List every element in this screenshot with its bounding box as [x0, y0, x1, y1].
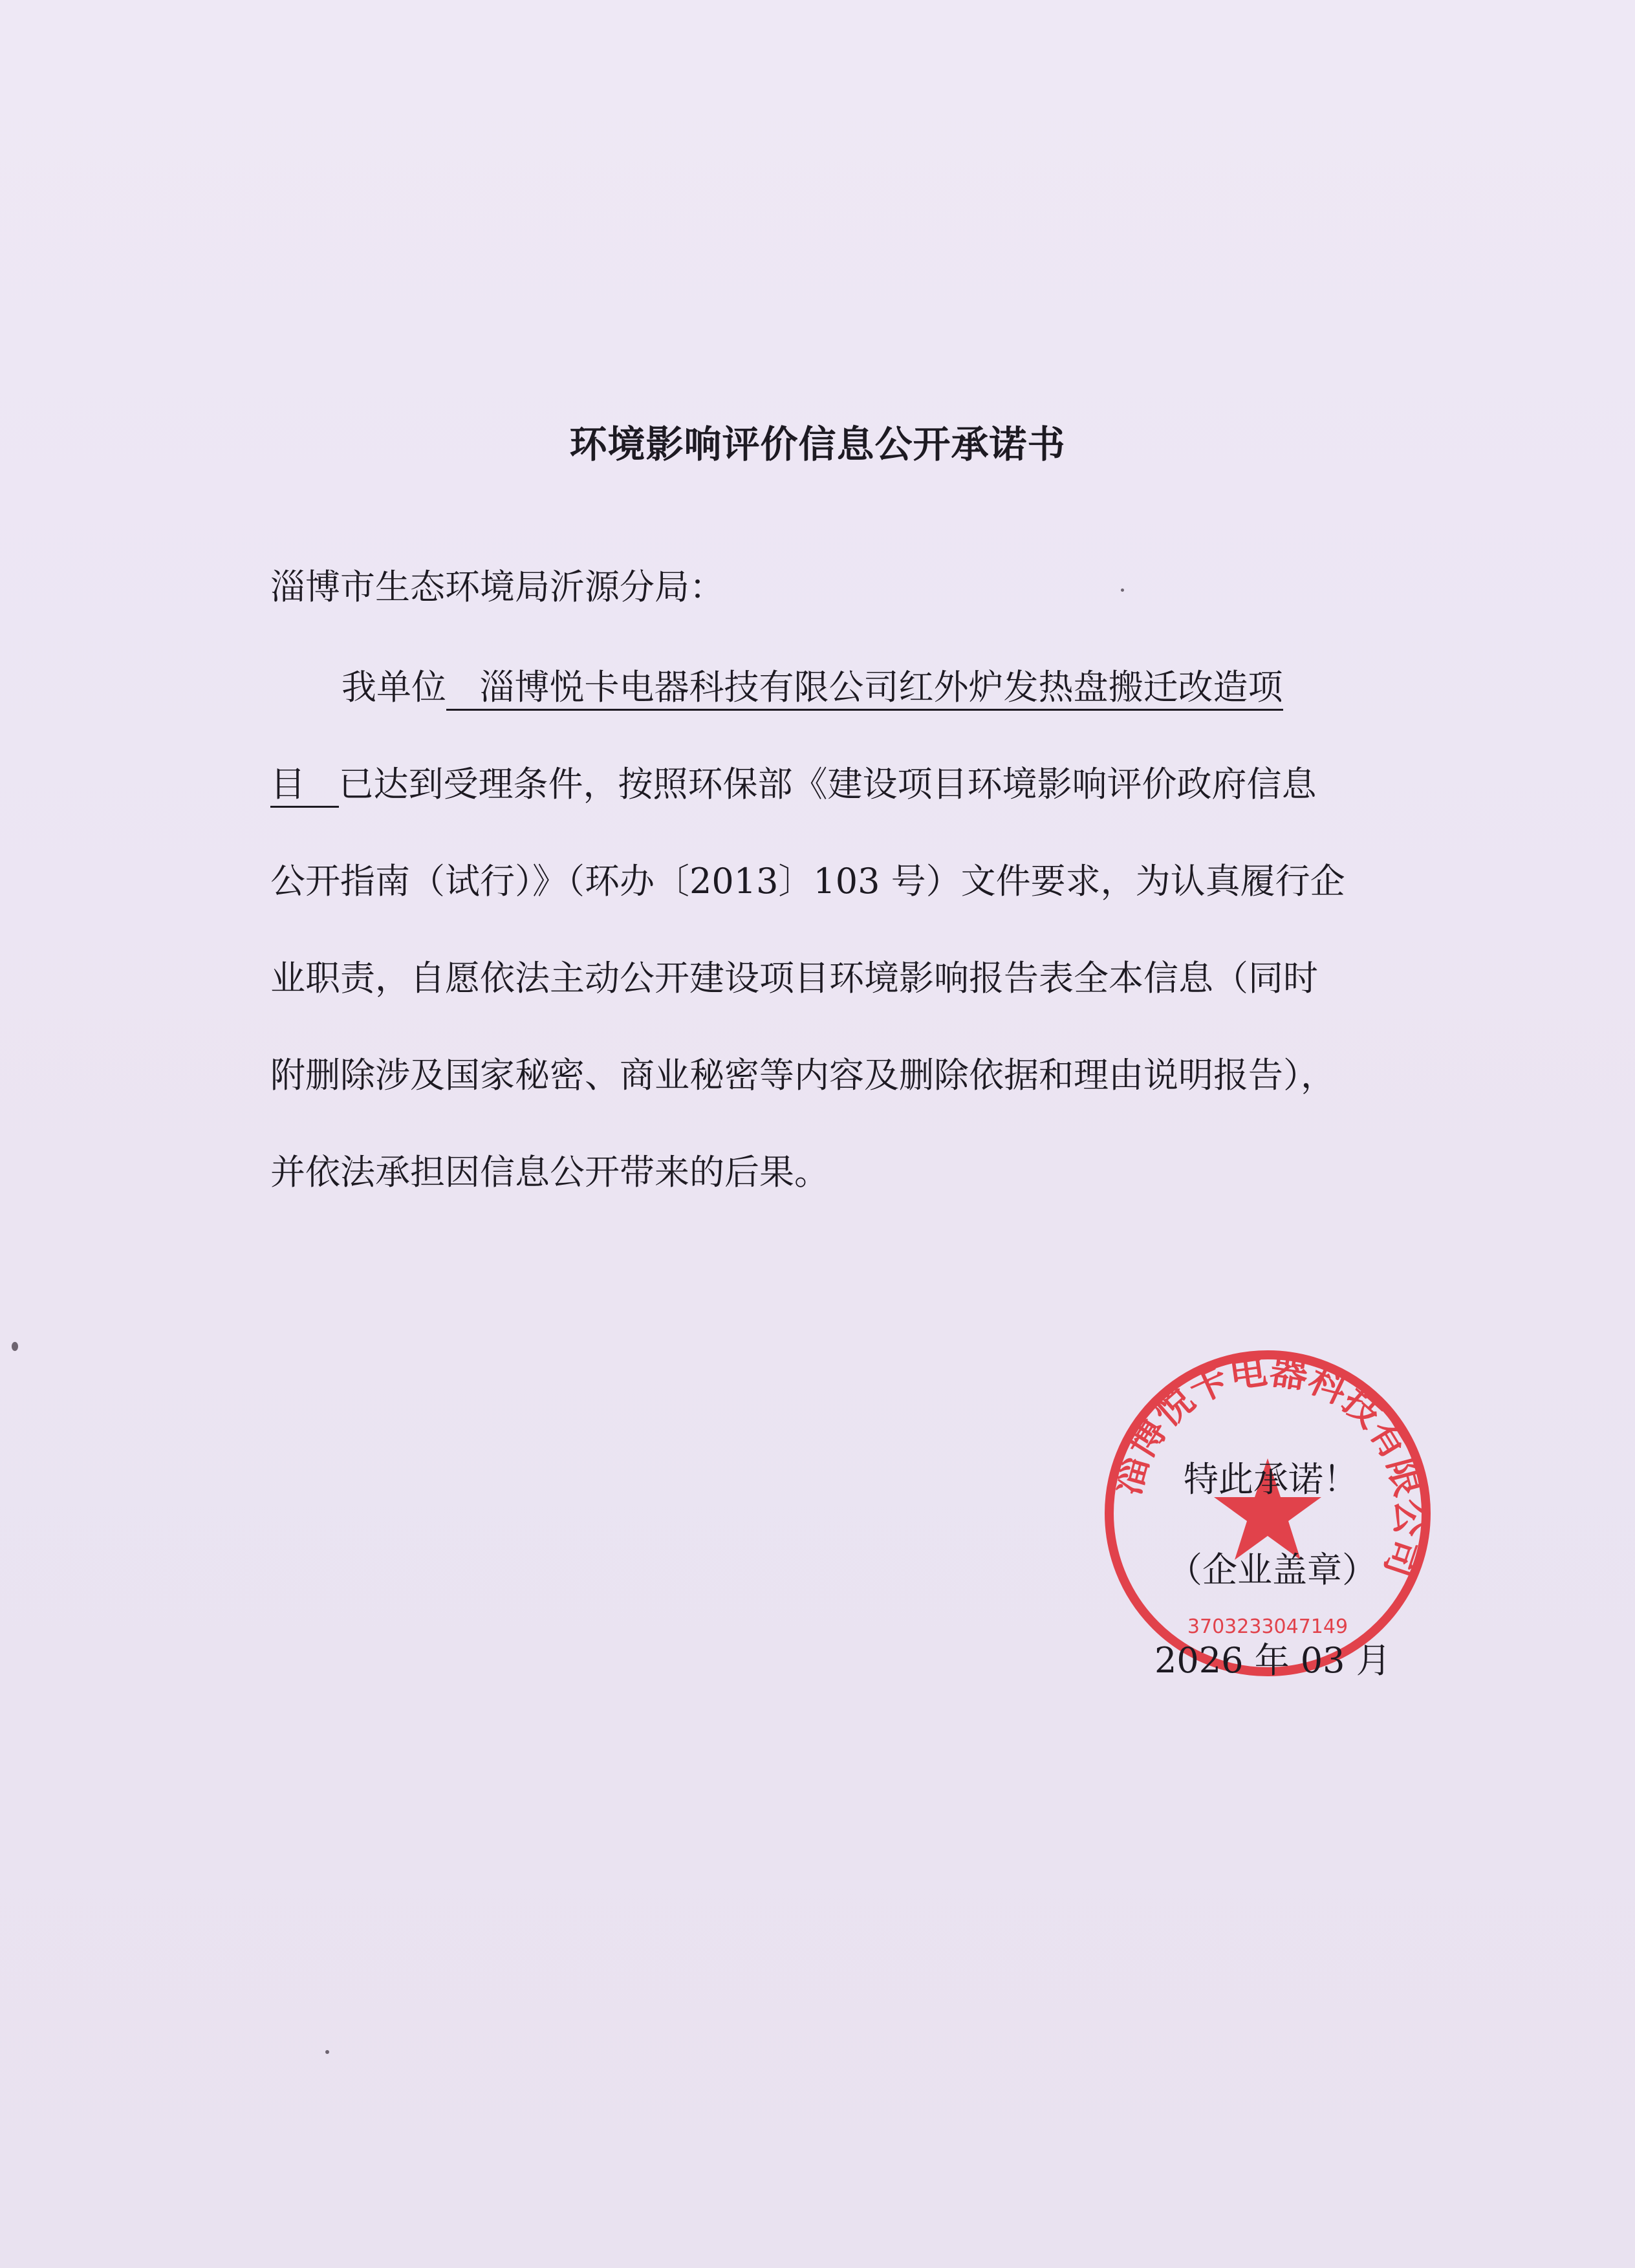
- closing-date: 2026 年 03 月: [1154, 1640, 1391, 1681]
- body-line-4: 业职责，自愿依法主动公开建设项目环境影响报告表全本信息（同时: [270, 958, 1318, 999]
- seal-company-text: 淄博悦卡电器科技有限公司: [1104, 1348, 1433, 1583]
- body-line-2: [270, 757, 1317, 806]
- body-line-6: 并依法承担因信息公开带来的后果。: [270, 1152, 829, 1193]
- scan-speck: [1121, 589, 1124, 592]
- project-name-underlined-cont: 目: [270, 764, 339, 808]
- body-line-2-suffix: 已达到受理条件，按照环保部《建设项目环境影响评价政府信息: [338, 764, 1317, 805]
- body-line-1: [341, 660, 1283, 709]
- body-line-5: 附删除涉及国家秘密、商业秘密等内容及删除依据和理由说明报告），: [270, 1055, 1336, 1096]
- closing-promise: 特此承诺！: [1184, 1459, 1358, 1500]
- seal-number: 3703233047149: [1187, 1615, 1348, 1638]
- closing-seal-note: （企业盖章）: [1167, 1550, 1377, 1590]
- body-line-3: 公开指南（试行）》（环办〔2013〕103 号）文件要求，为认真履行企: [270, 861, 1345, 902]
- document-title: 环境影响评价信息公开承诺书: [569, 422, 1066, 466]
- addressee: 淄博市生态环境局沂源分局：: [270, 567, 724, 607]
- scan-speck: [12, 1342, 18, 1351]
- company-seal: [1099, 1345, 1436, 1681]
- scan-speck: [325, 2050, 329, 2054]
- body-line-1-prefix: 我单位: [341, 667, 446, 707]
- project-name-underlined: 淄博悦卡电器科技有限公司红外炉发热盘搬迁改造项: [446, 667, 1283, 711]
